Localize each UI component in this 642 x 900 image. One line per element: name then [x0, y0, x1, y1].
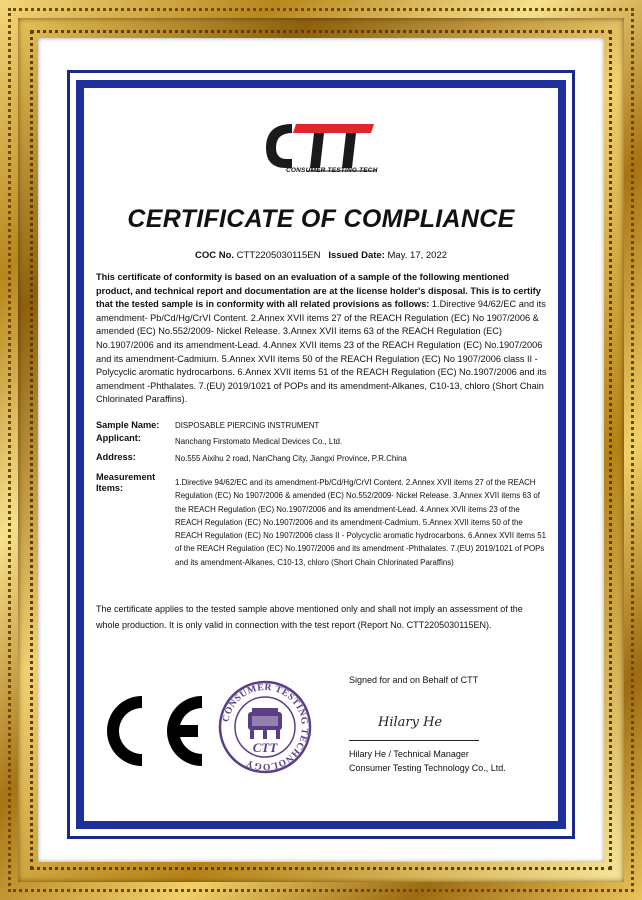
issued-label: Issued Date: [328, 250, 385, 261]
sample-name-label: Sample Name: [96, 420, 160, 430]
address-value: No.555 Aixihu 2 road, NanChang City, Jiangxi Province, P.R.China [175, 454, 407, 463]
signer-name-title: Hilary He / Technical Manager [349, 749, 469, 759]
address-label: Address: [96, 452, 136, 462]
coc-label: COC No. [194, 250, 235, 261]
measurement-label: Measurement Items: [96, 472, 156, 493]
seal-ring-text: CONSUMER TESTING TECHNOLOGY [221, 682, 310, 772]
seal-center-text: CTT [252, 740, 278, 755]
signer-block [349, 747, 506, 775]
issued-date: May. 17, 2022 [387, 250, 448, 261]
logo-tagline: CONSUMER TESTING TECH [286, 167, 378, 174]
applicant-value: Nanchang Firstomato Medical Devices Co., Ltd. [175, 437, 343, 446]
coc-line [96, 250, 546, 261]
intro-paragraph [96, 271, 548, 407]
ctt-seal-icon [218, 680, 312, 774]
signature-line [349, 740, 479, 741]
signer-company: Consumer Testing Technology Co., Ltd. [349, 763, 506, 773]
certificate-title: CERTIFICATE OF COMPLIANCE [127, 205, 515, 233]
coc-number: CTT2205030115EN [236, 250, 321, 261]
svg-text:Hilary He: Hilary He [378, 715, 443, 730]
sample-name-value: DISPOSABLE PIERCING INSTRUMENT [175, 421, 320, 430]
signed-for-text: Signed for and on Behalf of CTT [349, 675, 479, 685]
validity-statement: The certificate applies to the tested sample above mentioned only and shall not imply an assessment of the whole production. It is only valid in connection with the test report (Report No. CTT2205030115EN). [96, 604, 523, 630]
ce-mark-icon [98, 690, 208, 772]
intro-bold: This certificate of conformity is based on an evaluation of a sample of the following mentioned product, and technical report and documentation are at the license holder's disposal. This is to certify that the tested sample is in conformity with all related provisions as follows: [96, 272, 541, 310]
handwritten-signature [376, 705, 466, 733]
applicant-label: Applicant: [96, 433, 141, 443]
measurement-value: 1.Directive 94/62/EC and its amendment-Pb/Cd/Hg/CrVI Content. 2.Annex XVII items 27 of the REACH Regulation (EC) No 1907/2006 & amended (EC) No.552/2009- Nickel Release. 3.Annex XVII items 63 of the REACH Regulation (EC) No.1907/2006 and its amendment-Lead. 4.Annex XVII items 23 of the REACH Regulation (EC) No.1907/2006 and its amendment-Cadmium. 5.Annex XVII items 50 of the REACH Regulation (EC) No 1907/2006 class II - Polycyclic aromatic hydrocarbons. 6.Annex XVII items 51 of the REACH Regulation (EC) No.1907/2006 and its amendment -Phthalates. 7.(EU) 2019/1021 of POPs and its amendment-Alkanes, C10-13, chloro (Short Chain Chlorinated Paraffins) [175, 478, 547, 567]
intro-provisions: 1.Directive 94/62/EC and its amendment- Pb/Cd/Hg/CrVI Content. 2.Annex XVII items 27 of the REACH Regulation (EC) No 1907/2006 & amended (EC) No.552/2009- Nickel Release. 3.Annex XVII items 63 of the REACH Regulation (EC) No.1907/2006 and its amendment-Lead. 4.Annex XVII items 23 of the REACH Regulation (EC) No.1907/2006 and its amendment-Cadmium. 5.Annex XVII items 50 of the REACH Regulation (EC) No 1907/2006 class II - Polycyclic aromatic hydrocarbons. 6.Annex XVII items 51 of the REACH Regulation (EC) No.1907/2006 and its amendment -Phthalates. 7.(EU) 2019/1021 of POPs and its amendment-Alkanes, C10-13, chloro (Short Chain Chlorinated Paraffins). [96, 299, 547, 405]
